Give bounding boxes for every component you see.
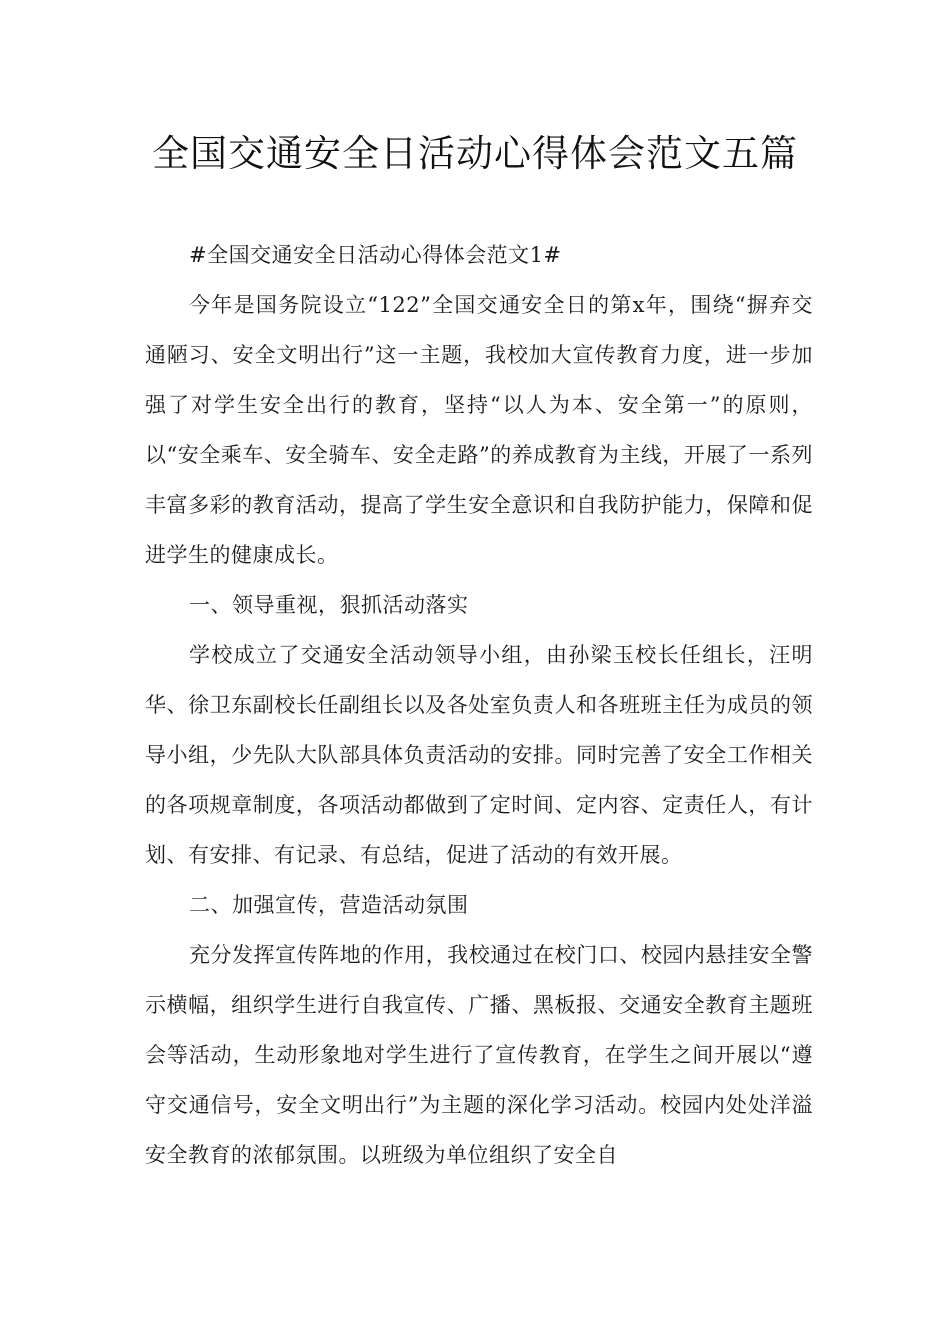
body-paragraph: 充分发挥宣传阵地的作用，我校通过在校门口、校园内悬挂安全警示横幅，组织学生进行自我宣传、广播、黑板报、交通安全教育主题班会等活动，生动形象地对学生进行了宣传教育，在学生之间开展以“遵守交通信号，安全文明出行”为主题的深化学习活动。校园内处处洋溢安全教育的浓郁氛围。以班级为单位组织了安全自 xyxy=(145,943,813,1167)
body-paragraph: 今年是国务院设立“122”全国交通安全日的第x年，围绕“摒弃交通陋习、安全文明出行”这一主题，我校加大宣传教育力度，进一步加强了对学生安全出行的教育，坚持“以人为本、安全第一”的原则，以“安全乘车、安全骑车、安全走路”的养成教育为主线，开展了一系列丰富多彩的教育活动，提高了学生安全意识和自我防护能力，保障和促进学生的健康成长。 xyxy=(145,293,813,567)
section-heading-publicity: 二、加强宣传，营造活动氛围 xyxy=(189,893,469,917)
document-title: 全国交通安全日活动心得体会范文五篇 xyxy=(152,132,798,175)
document-body xyxy=(145,230,813,1180)
body-paragraph: 学校成立了交通安全活动领导小组，由孙梁玉校长任组长，汪明华、徐卫东副校长任副组长以及各处室负责人和各班班主任为成员的领导小组，少先队大队部具体负责活动的安排。同时完善了安全工作相关的各项规章制度，各项活动都做到了定时间、定内容、定责任人，有计划、有安排、有记录、有总结，促进了活动的有效开展。 xyxy=(145,643,813,867)
section-heading-1: #全国交通安全日活动心得体会范文1# xyxy=(189,243,562,267)
section-heading-leadership: 一、领导重视，狠抓活动落实 xyxy=(189,593,469,617)
